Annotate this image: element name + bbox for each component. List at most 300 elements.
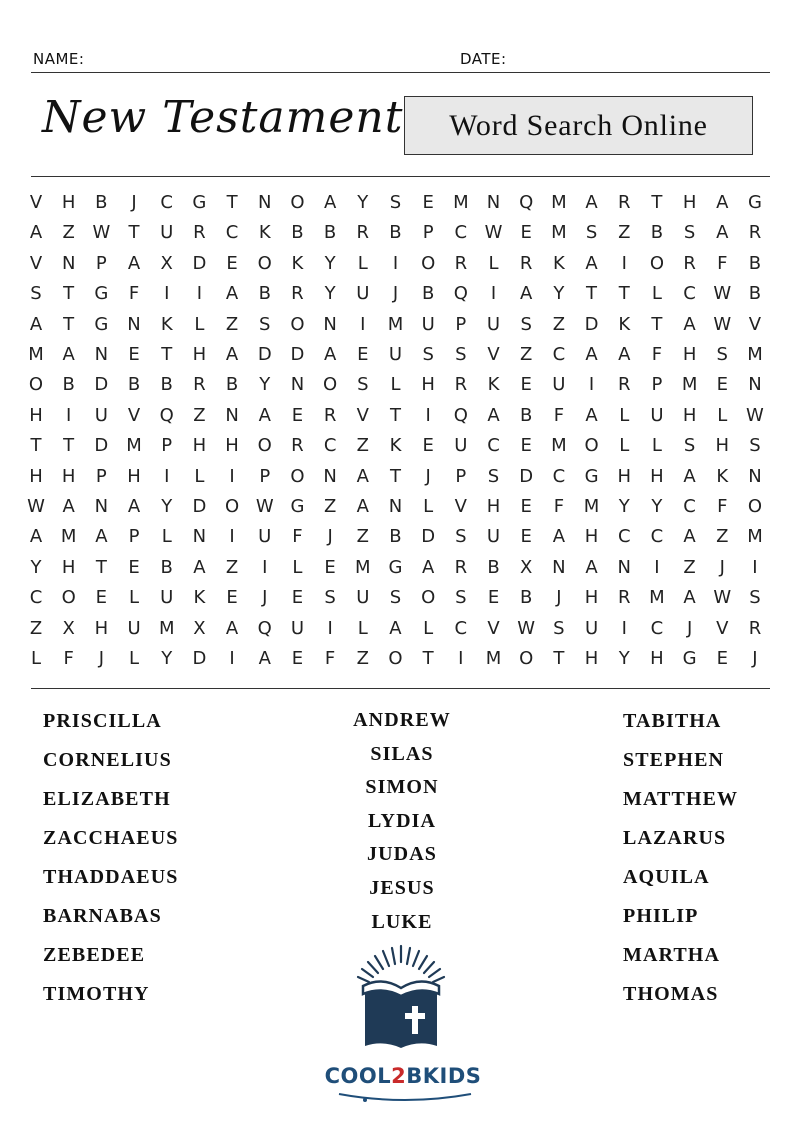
grid-letter: R <box>617 587 631 609</box>
grid-letter: O <box>388 648 403 669</box>
grid-letter: A <box>585 404 598 426</box>
grid-letter: C <box>323 435 337 457</box>
grid-letter: A <box>127 252 141 274</box>
grid-letter: M <box>649 587 665 609</box>
grid-letter: Y <box>324 283 336 305</box>
grid-letter: B <box>520 404 533 426</box>
grid-letter: W <box>92 222 111 244</box>
grid-letter: C <box>225 222 239 244</box>
grid-letter: J <box>686 617 693 639</box>
grid-letter: K <box>716 465 729 487</box>
grid-letter: R <box>617 374 631 396</box>
grid-letter: E <box>716 374 728 396</box>
grid-letter: M <box>453 192 469 213</box>
word-item: BARNABAS <box>43 905 162 927</box>
grid-letter: I <box>621 252 627 274</box>
grid-letter: V <box>454 496 467 517</box>
grid-letter: O <box>257 435 272 457</box>
grid-letter: Q <box>453 404 468 426</box>
page-title: New Testament <box>42 92 404 143</box>
word-item: CORNELIUS <box>43 749 172 771</box>
grid-letter: F <box>717 496 728 517</box>
grid-letter: H <box>682 404 697 426</box>
brand-logo-text <box>322 1064 484 1088</box>
grid-letter: L <box>717 404 728 426</box>
grid-letter: A <box>356 496 369 517</box>
grid-letter: B <box>95 192 108 213</box>
grid-letter: E <box>520 526 532 548</box>
brand-part1: COOL <box>324 1064 392 1088</box>
grid-letter: C <box>552 465 566 487</box>
grid-letter: I <box>654 556 660 578</box>
grid-letter: Y <box>618 648 630 669</box>
grid-letter: L <box>423 617 434 639</box>
grid-letter: T <box>651 313 663 335</box>
grid-letter: E <box>226 587 238 609</box>
grid-letter: Z <box>323 496 337 517</box>
grid-letter: Z <box>356 648 369 669</box>
grid-letter: W <box>713 313 732 335</box>
grid-letter: V <box>356 404 369 426</box>
grid-letter: B <box>389 222 402 244</box>
grid-letter: N <box>94 344 109 365</box>
grid-letter: A <box>62 496 75 517</box>
grid-letter: A <box>618 344 631 365</box>
grid-letter: R <box>193 222 206 244</box>
grid-letter: G <box>747 192 762 213</box>
grid-letter: E <box>291 648 304 669</box>
grid-letter: D <box>192 496 207 517</box>
grid-letter: A <box>193 556 206 578</box>
grid-letter: B <box>62 374 75 396</box>
grid-letter: R <box>748 222 762 244</box>
grid-letter: M <box>551 222 567 244</box>
grid-letter: A <box>323 192 337 213</box>
word-item: PHILIP <box>623 905 699 927</box>
grid-letter: Y <box>553 283 565 305</box>
grid-letter: V <box>29 252 43 274</box>
grid-letter: G <box>94 283 109 305</box>
grid-letter: N <box>486 192 501 213</box>
grid-letter: A <box>258 404 271 426</box>
grid-letter: K <box>291 252 304 274</box>
grid-letter: U <box>552 374 566 396</box>
grid-letter: M <box>355 556 371 578</box>
grid-letter: U <box>388 344 403 365</box>
grid-letter: A <box>683 313 696 335</box>
grid-letter: I <box>458 648 464 669</box>
grid-letter: A <box>520 283 533 305</box>
grid-letter: T <box>161 344 173 365</box>
grid-letter: V <box>487 344 500 365</box>
grid-letter: A <box>585 192 598 213</box>
grid-letter: B <box>520 587 533 609</box>
grid-letter: N <box>94 496 109 517</box>
grid-letter: W <box>255 496 274 517</box>
grid-letter: I <box>196 283 203 305</box>
grid-letter: B <box>127 374 141 396</box>
grid-letter: I <box>229 465 235 487</box>
grid-letter: A <box>225 617 239 639</box>
grid-letter: S <box>749 587 761 609</box>
grid-letter: K <box>258 222 271 244</box>
grid-letter: G <box>682 648 697 669</box>
grid-letter: V <box>748 313 762 335</box>
grid-letter: D <box>257 344 272 365</box>
grid-letter: X <box>160 252 173 274</box>
grid-letter: I <box>425 404 431 426</box>
grid-letter: J <box>327 526 333 548</box>
grid-letter: H <box>650 465 664 487</box>
word-item: ANDREW <box>353 709 451 731</box>
grid-letter: T <box>63 313 75 335</box>
grid-letter: J <box>425 465 431 487</box>
grid-letter: H <box>715 435 730 457</box>
grid-letter: E <box>128 556 140 578</box>
grid-letter: N <box>258 192 272 213</box>
grid-letter: R <box>291 435 304 457</box>
grid-letter: W <box>746 404 764 426</box>
grid-letter: R <box>356 222 370 244</box>
grid-letter: T <box>389 404 401 426</box>
grid-letter: O <box>421 587 436 609</box>
grid-letter: O <box>61 587 76 609</box>
grid-letter: E <box>422 192 434 213</box>
grid-letter: A <box>389 617 402 639</box>
grid-letter: P <box>95 252 107 274</box>
grid-letter: J <box>262 587 268 609</box>
grid-letter: F <box>651 344 663 365</box>
grid-letter: S <box>520 313 532 335</box>
grid-letter: E <box>226 252 238 274</box>
grid-letter: B <box>487 556 500 578</box>
grid-letter: N <box>748 374 762 396</box>
grid-letter: U <box>356 587 370 609</box>
grid-letter: O <box>290 192 305 213</box>
grid-letter: D <box>290 344 305 365</box>
grid-letter: Y <box>161 648 173 669</box>
grid-letter: T <box>226 192 238 213</box>
grid-letter: A <box>585 252 598 274</box>
grid-letter: T <box>128 222 140 244</box>
grid-letter: L <box>357 252 368 274</box>
grid-letter: A <box>225 344 239 365</box>
grid-letter: H <box>650 648 664 669</box>
grid-letter: P <box>95 465 107 487</box>
word-item: TIMOTHY <box>43 983 150 1005</box>
word-item: TABITHA <box>623 710 722 732</box>
grid-letter: G <box>192 192 207 213</box>
grid-letter: R <box>454 374 468 396</box>
grid-letter: Y <box>324 252 336 274</box>
grid-letter: F <box>63 648 74 669</box>
word-item: AQUILA <box>623 866 710 888</box>
grid-letter: H <box>486 496 501 517</box>
grid-letter: T <box>389 465 401 487</box>
word-item: SIMON <box>365 776 439 799</box>
grid-letter: I <box>262 556 268 578</box>
grid-letter: H <box>682 192 697 213</box>
grid-letter: A <box>29 526 43 548</box>
grid-letter: D <box>519 465 534 487</box>
grid-letter: H <box>127 465 141 487</box>
grid-letter: H <box>682 344 697 365</box>
grid-letter: L <box>194 313 205 335</box>
grid-letter: A <box>421 556 435 578</box>
grid-letter: W <box>517 617 536 639</box>
grid-letter: I <box>229 526 235 548</box>
grid-letter: Y <box>651 496 663 517</box>
grid-letter: L <box>651 435 662 457</box>
grid-letter: B <box>389 526 402 548</box>
grid-letter: L <box>390 374 401 396</box>
grid-letter: T <box>618 283 630 305</box>
grid-letter: F <box>128 283 140 305</box>
grid-letter: I <box>164 465 170 487</box>
grid-letter: I <box>229 648 235 669</box>
date-label: DATE: <box>460 50 507 68</box>
grid-letter: U <box>356 283 370 305</box>
grid-letter: C <box>617 526 631 548</box>
name-label: NAME: <box>33 50 85 68</box>
grid-letter: J <box>131 192 137 213</box>
brand-part3: BKIDS <box>406 1064 482 1088</box>
grid-letter: K <box>389 435 402 457</box>
grid-letter: T <box>95 556 107 578</box>
grid-letter: I <box>490 283 497 305</box>
grid-letter: S <box>389 587 402 609</box>
grid-letter: E <box>357 344 369 365</box>
grid-letter: M <box>747 526 763 548</box>
grid-letter: Q <box>519 192 534 213</box>
grid-letter: Z <box>618 222 631 244</box>
grid-letter: I <box>360 313 366 335</box>
grid-letter: P <box>422 222 434 244</box>
grid-letter: X <box>62 617 75 639</box>
grid-letter: S <box>553 617 565 639</box>
word-item: LAZARUS <box>623 827 727 849</box>
grid-letter: S <box>455 526 467 548</box>
grid-letter: K <box>160 313 173 335</box>
grid-letter: K <box>193 587 206 609</box>
grid-letter: Z <box>29 617 43 639</box>
grid-letter: I <box>392 252 399 274</box>
word-list-right <box>623 702 738 1014</box>
header-rule <box>31 72 770 73</box>
grid-letter: S <box>716 344 728 365</box>
grid-letter: H <box>584 587 599 609</box>
grid-letter: E <box>520 435 532 457</box>
word-item: JUDAS <box>367 843 437 866</box>
grid-letter: O <box>257 252 272 274</box>
grid-letter: C <box>683 283 696 305</box>
grid-letter: O <box>649 252 664 274</box>
grid-letter: C <box>160 192 173 213</box>
grid-letter: B <box>258 283 271 305</box>
grid-letter: R <box>748 617 762 639</box>
grid-letter: T <box>553 648 565 669</box>
grid-letter: D <box>584 313 599 335</box>
grid-letter: A <box>29 222 43 244</box>
grid-letter: P <box>259 465 271 487</box>
grid-letter: O <box>584 435 599 457</box>
grid-letter: E <box>128 344 140 365</box>
grid-letter: E <box>422 435 434 457</box>
grid-letter: F <box>324 648 336 669</box>
word-item: PRISCILLA <box>43 710 162 732</box>
grid-letter: A <box>683 526 696 548</box>
grid-letter: J <box>719 556 725 578</box>
grid-letter: A <box>95 526 108 548</box>
grid-letter: N <box>127 313 141 335</box>
word-item: ELIZABETH <box>43 788 171 810</box>
grid-letter: I <box>164 283 170 305</box>
grid-letter: J <box>752 648 758 669</box>
grid-letter: Z <box>225 556 239 578</box>
grid-letter: C <box>552 344 566 365</box>
grid-letter: N <box>388 496 403 517</box>
grid-letter: B <box>650 222 664 244</box>
grid-letter: W <box>713 283 732 305</box>
grid-letter: V <box>716 617 729 639</box>
letter-grid <box>21 188 781 678</box>
grid-letter: E <box>324 556 336 578</box>
grid-letter: G <box>388 556 403 578</box>
grid-letter: R <box>683 252 696 274</box>
grid-letter: M <box>551 435 567 457</box>
grid-letter: C <box>454 222 468 244</box>
grid-letter: D <box>94 435 109 457</box>
grid-letter: B <box>160 374 173 396</box>
grid-letter: L <box>30 648 42 669</box>
grid-letter: H <box>192 344 207 365</box>
grid-letter: O <box>421 252 436 274</box>
grid-letter: R <box>323 404 337 426</box>
grid-letter: E <box>291 404 304 426</box>
grid-letter: N <box>192 526 207 548</box>
grid-letter: X <box>193 617 206 639</box>
grid-letter: D <box>192 252 207 274</box>
grid-letter: J <box>556 587 562 609</box>
grid-letter: L <box>129 587 140 609</box>
grid-letter: A <box>683 587 696 609</box>
grid-letter: M <box>681 374 698 396</box>
grid-letter: B <box>291 222 304 244</box>
grid-letter: R <box>193 374 206 396</box>
grid-letter: A <box>225 283 239 305</box>
grid-letter: A <box>552 526 566 548</box>
grid-letter: E <box>95 587 108 609</box>
grid-letter: W <box>484 222 503 244</box>
grid-letter: D <box>94 374 109 396</box>
grid-letter: Z <box>683 556 696 578</box>
grid-letter: A <box>29 313 43 335</box>
word-item: LYDIA <box>367 809 437 832</box>
grid-letter: P <box>455 465 467 487</box>
grid-letter: V <box>29 192 43 213</box>
grid-letter: H <box>61 556 76 578</box>
grid-letter: Z <box>520 344 533 365</box>
grid-letter: U <box>486 526 501 548</box>
grid-letter: A <box>487 404 500 426</box>
grid-letter: G <box>94 313 109 335</box>
grid-letter: U <box>486 313 501 335</box>
grid-letter: E <box>520 222 532 244</box>
grid-letter: U <box>127 617 141 639</box>
grid-letter: U <box>258 526 272 548</box>
grid-letter: S <box>259 313 271 335</box>
grid-letter: H <box>61 192 76 213</box>
brand-part2: 2 <box>391 1064 407 1088</box>
grid-letter: Z <box>552 313 566 335</box>
word-search-online-badge: Word Search Online <box>404 96 753 155</box>
grid-letter: E <box>716 648 728 669</box>
grid-letter: K <box>487 374 500 396</box>
grid-letter: T <box>422 648 434 669</box>
grid-letter: Y <box>357 192 369 213</box>
grid-letter: Q <box>453 283 468 305</box>
grid-letter: U <box>290 617 305 639</box>
grid-letter: D <box>192 648 207 669</box>
grid-letter: R <box>454 252 468 274</box>
grid-letter: N <box>61 252 76 274</box>
grid-letter: U <box>584 617 599 639</box>
grid-letter: Z <box>225 313 239 335</box>
grid-letter: I <box>588 374 595 396</box>
grid-letter: U <box>94 404 108 426</box>
grid-letter: H <box>225 435 239 457</box>
grid-letter: L <box>161 526 172 548</box>
grid-letter: A <box>258 648 271 669</box>
grid-letter: Y <box>618 496 630 517</box>
grid-letter: C <box>683 496 696 517</box>
grid-letter: O <box>290 313 305 335</box>
grid-letter: A <box>585 344 598 365</box>
grid-letter: X <box>520 556 533 578</box>
open-bible-with-cross-icon <box>345 942 457 1054</box>
grid-letter: E <box>487 587 500 609</box>
grid-letter: W <box>27 496 45 517</box>
grid-letter: G <box>584 465 599 487</box>
grid-letter: L <box>194 465 205 487</box>
grid-letter: C <box>29 587 43 609</box>
grid-letter: M <box>747 344 763 365</box>
grid-letter: T <box>30 435 42 457</box>
grid-letter: L <box>357 617 368 639</box>
grid-letter: S <box>455 344 467 365</box>
grid-letter: B <box>323 222 337 244</box>
grid-letter: S <box>683 435 696 457</box>
grid-letter: S <box>357 374 369 396</box>
grid-letter: L <box>488 252 499 274</box>
grid-letter: O <box>519 648 534 669</box>
brand-swoosh-icon <box>335 1088 475 1104</box>
grid-letter: K <box>618 313 631 335</box>
grid-letter: B <box>225 374 239 396</box>
grid-letter: S <box>455 587 467 609</box>
grid-letter: T <box>651 192 663 213</box>
grid-letter: N <box>323 313 337 335</box>
grid-letter: E <box>520 496 532 517</box>
grid-letter: I <box>327 617 333 639</box>
grid-letter: A <box>323 344 337 365</box>
grid-letter: B <box>748 252 762 274</box>
grid-letter: S <box>30 283 42 305</box>
grid-bottom-rule <box>31 688 770 689</box>
grid-letter: N <box>748 465 762 487</box>
grid-letter: N <box>617 556 631 578</box>
grid-letter: C <box>650 526 664 548</box>
